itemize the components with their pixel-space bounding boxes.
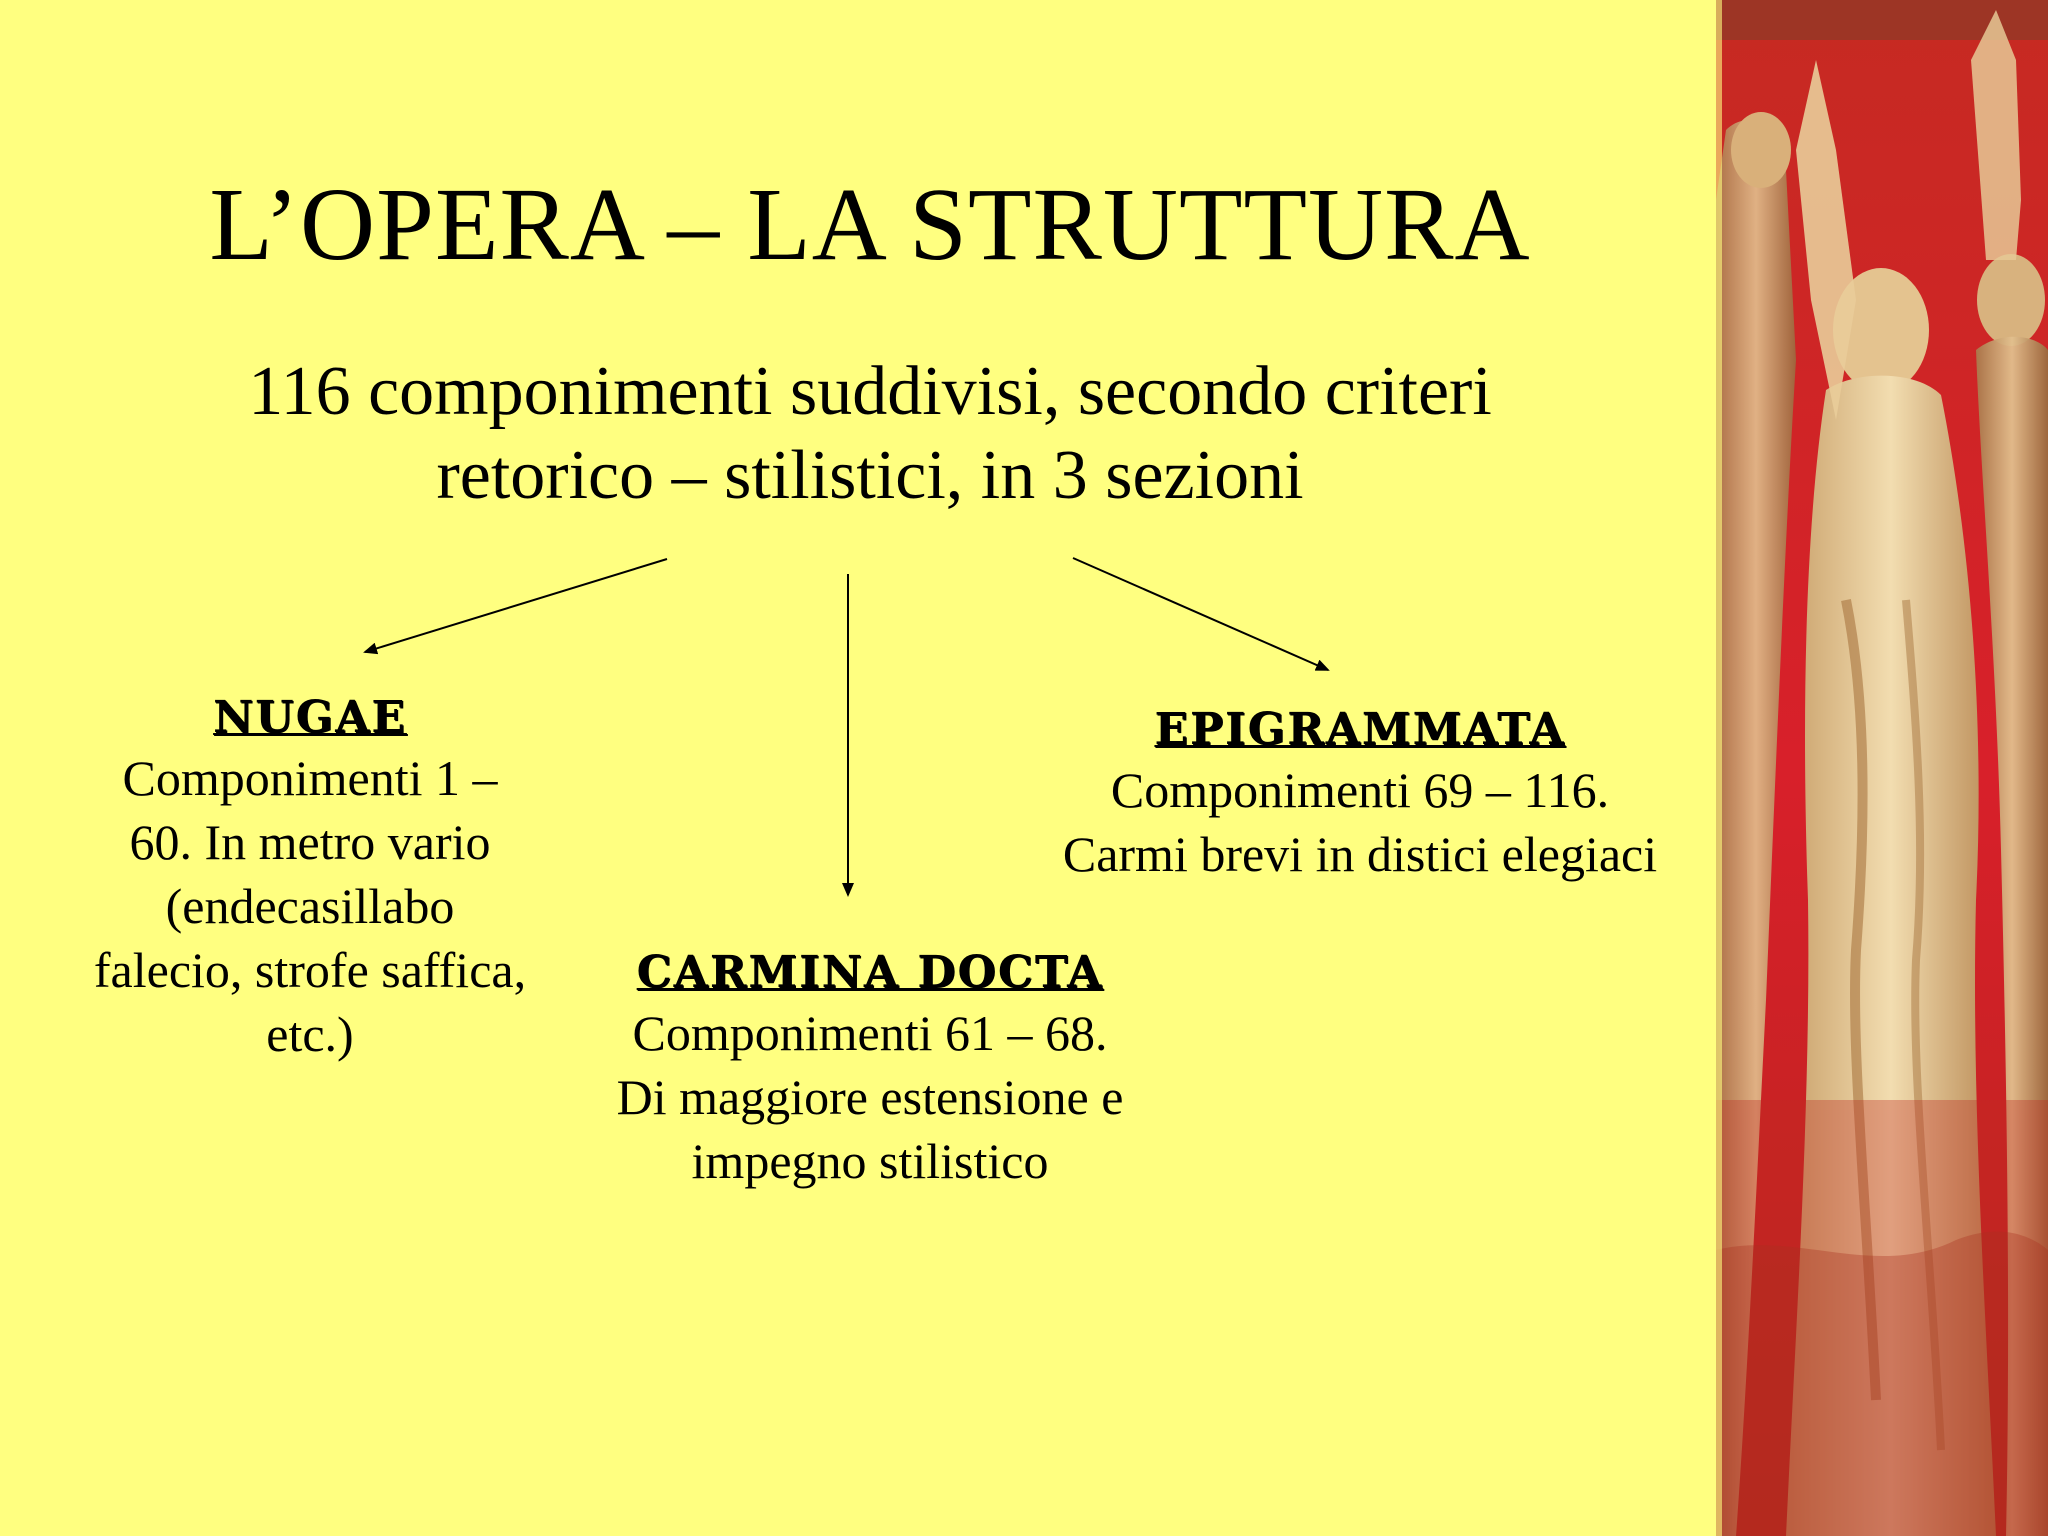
section-text-line: Componimenti 69 – 116. — [1110, 762, 1610, 818]
section-heading-nugae: NUGAE — [213, 692, 407, 743]
section-text-line: Di maggiore estensione e — [616, 1069, 1124, 1125]
section-text-line: Componimenti 1 – — [122, 750, 498, 806]
section-carmina-docta — [560, 945, 1180, 1193]
fresco-figures-svg — [1716, 0, 2048, 1536]
page-title: L’OPERA – LA STRUTTURA — [209, 167, 1531, 282]
subtitle — [60, 350, 1680, 518]
section-text-line: impegno stilistico — [691, 1133, 1049, 1189]
arrow-to-nugae — [365, 559, 667, 652]
section-text-line: (endecasillabo — [165, 878, 455, 934]
section-heading-epigrammata: EPIGRAMMATA — [1154, 704, 1566, 755]
section-text-line: Componimenti 61 – 68. — [632, 1005, 1108, 1061]
subtitle-line-1: 116 componimenti suddivisi, secondo criteri — [248, 353, 1492, 430]
fresco-figures-image — [1716, 0, 2048, 1536]
section-text-line: etc.) — [266, 1006, 354, 1062]
section-text-line: falecio, strofe saffica, — [93, 942, 527, 998]
subtitle-line-2: retorico – stilistici, in 3 sezioni — [436, 437, 1304, 514]
section-text-line: 60. In metro vario — [129, 814, 491, 870]
section-heading-carmina-docta: CARMINA DOCTA — [636, 947, 1104, 998]
section-nugae — [40, 690, 580, 1066]
arrow-to-epigrammata — [1073, 558, 1328, 670]
section-epigrammata — [1010, 702, 1710, 886]
section-text-line: Carmi brevi in distici elegiaci — [1062, 826, 1658, 882]
